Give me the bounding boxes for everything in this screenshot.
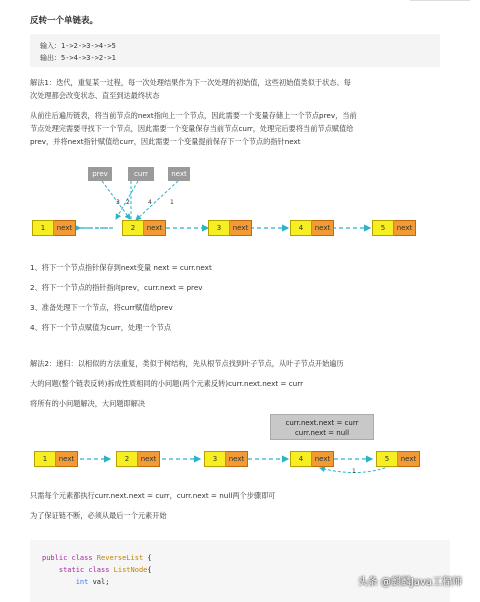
solution1-desc-1: 从前往后遍历链表，将当前节点的next指向上一个节点，因此需要一个变量存储上一个节点prev，当前: [30, 111, 357, 120]
node-value: 2: [122, 220, 144, 236]
list-node-4: [290, 451, 334, 467]
node-next: next: [56, 451, 78, 467]
example-input: 输入：1->2->3->4->5: [40, 42, 116, 50]
iteration-diagram: [30, 165, 450, 245]
step-label-3: 3: [116, 199, 120, 206]
keyword: static class: [42, 566, 114, 574]
code-block: [30, 540, 450, 602]
footer-line-1: 只需每个元素都执行curr.next.next = curr，curr.next = null两个步骤即可: [30, 491, 276, 500]
recursion-arrows: [30, 412, 450, 477]
node-next: next: [226, 451, 248, 467]
type-keyword: int: [42, 578, 89, 586]
recursion-step-label: 1: [352, 468, 356, 475]
code-line-1: [42, 554, 152, 562]
prev-pointer: prev: [88, 167, 112, 181]
solution1-title-1: 解法1：迭代，重复某一过程，每一次处理结果作为下一次处理的初始值，这些初始值类似于状态、每: [30, 78, 351, 87]
node-next: next: [312, 220, 334, 236]
code-text: val;: [88, 578, 110, 586]
node-value: 3: [204, 451, 226, 467]
node-value: 5: [372, 220, 394, 236]
node-value: 2: [116, 451, 138, 467]
node-value: 5: [376, 451, 398, 467]
node-next: next: [398, 451, 420, 467]
solution2-line-1: 解法2：递归：以相似的方法重复，类似于树结构，先从根节点找到叶子节点，从叶子节点开始遍历: [30, 359, 344, 368]
step-item-2: 2、将下一个节点的指针指向prev，curr.next = prev: [30, 283, 203, 292]
solution1-desc-3: prev，并将next指针赋值给curr，因此需要一个变量提前保存下一个节点的指针next: [30, 137, 301, 146]
solution1-title-2: 次处理都会改变状态、直至到达最终状态: [30, 91, 160, 100]
next-pointer: next: [168, 167, 190, 181]
list-node-2: [122, 220, 166, 236]
list-node-1: [34, 451, 78, 467]
node-value: 4: [290, 220, 312, 236]
step-item-4: 4、将下一个节点赋值为curr，处理一个节点: [30, 323, 172, 332]
node-next: next: [54, 220, 76, 236]
callout-line-2: curr.next = null: [294, 429, 350, 437]
solution1-desc-2: 节点处理完需要寻找下一个节点，因此需要一个变量保存当前节点curr，处理完后要将当前节点赋值给: [30, 124, 354, 133]
step-item-1: 1、将下一个节点指针保存到next变量 next = curr.next: [30, 263, 212, 272]
recursion-diagram: [30, 412, 450, 477]
problem-heading: 反转一个单链表。: [30, 16, 99, 26]
node-value: 1: [34, 451, 56, 467]
node-next: next: [144, 220, 166, 236]
code-line-2: [42, 566, 152, 574]
example-box: [30, 34, 440, 67]
node-next: next: [312, 451, 334, 467]
code-punct: {: [147, 566, 152, 574]
step-label-1: 1: [170, 199, 174, 206]
node-next: next: [394, 220, 416, 236]
step-label-4: 4: [148, 199, 152, 206]
node-value: 4: [290, 451, 312, 467]
solution2-line-2: 大的问题(整个链表反转)拆成性质相同的小问题(两个元素反转)curr.next.next = curr: [30, 379, 304, 388]
code-punct: {: [143, 554, 152, 562]
example-output: 输出：5->4->3->2->1: [40, 54, 116, 62]
watermark: 头条 @麒麟Java工程师: [357, 577, 462, 588]
solution2-line-3: 将所有的小问题解决，大问题即解决: [30, 399, 146, 408]
callout-line-1: curr.next.next = curr: [285, 419, 359, 427]
curr-pointer: curr: [128, 167, 154, 181]
list-node-4: [290, 220, 334, 236]
class-name: ListNode: [113, 566, 148, 574]
footer-line-2: 为了保证链不断，必须从最后一个元素开始: [30, 511, 167, 520]
list-node-1: [32, 220, 76, 236]
top-divider: [410, 0, 470, 1]
list-node-2: [116, 451, 160, 467]
node-value: 1: [32, 220, 54, 236]
class-name: ReverseList: [96, 554, 144, 562]
step-item-3: 3、准备处理下一个节点，将curr赋值给prev: [30, 303, 173, 312]
code-line-3: [42, 578, 109, 586]
step-label-2: 2: [126, 199, 130, 206]
list-node-3: [208, 220, 252, 236]
list-node-5: [372, 220, 416, 236]
list-node-5: [376, 451, 420, 467]
keyword: public class: [42, 554, 97, 562]
node-next: next: [230, 220, 252, 236]
node-value: 3: [208, 220, 230, 236]
node-next: next: [138, 451, 160, 467]
list-node-3: [204, 451, 248, 467]
